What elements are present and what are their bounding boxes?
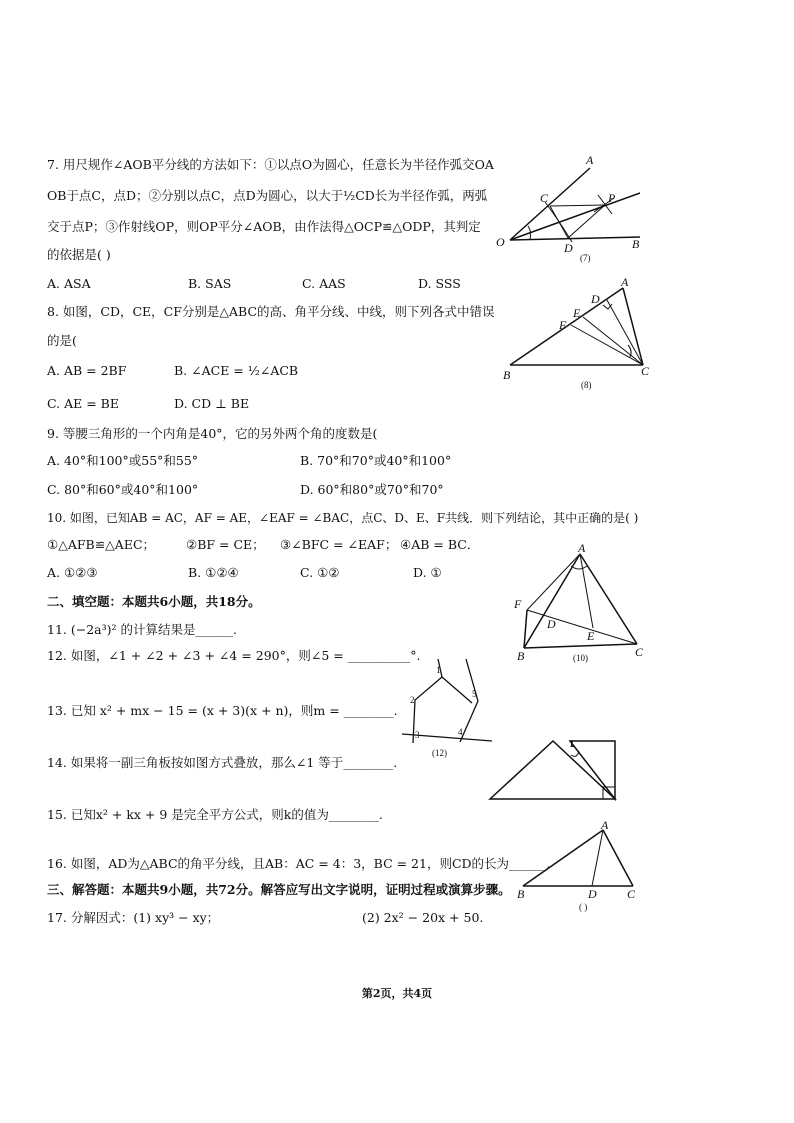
q9-option-d: D. 60°和80°或70°和70° [300, 482, 444, 497]
q7-label-o: O [496, 235, 505, 249]
q10-option-d: D. ① [413, 565, 442, 580]
q8-label-b: B [503, 368, 511, 382]
q16-figure [515, 820, 640, 915]
q11-text: 11. (−2a³)² 的计算结果是______. [47, 622, 237, 637]
q7-option-b: B. SAS [188, 276, 232, 291]
q9-option-b: B. 70°和70°或40°和100° [300, 453, 452, 468]
q16-caption: ( ) [579, 902, 588, 912]
q8-label-c: C [641, 364, 650, 378]
q16-label-c: C [627, 887, 636, 901]
q7-option-a: A. ASA [47, 276, 91, 291]
q14-label-1: 1 [569, 738, 575, 750]
q12-label-5: 5 [472, 689, 477, 699]
q7-caption: (7) [580, 253, 591, 263]
q8-label-f: F [559, 318, 567, 332]
q12-label-2: 2 [410, 695, 415, 705]
q8-line1: 8. 如图，CD，CE，CF分别是△ABC的高、角平分线、中线，则下列各式中错误 [47, 304, 495, 319]
q10-option-c: C. ①② [300, 565, 340, 580]
q15-text: 15. 已知x² + kx + 9 是完全平方公式，则k的值为________. [47, 807, 383, 822]
q9-option-c: C. 80°和60°或40°和100° [47, 482, 199, 497]
q8-line2: 的是( [47, 333, 77, 348]
q10-label-d: D [547, 617, 556, 631]
q8-option-c: C. AE = BE [47, 396, 119, 411]
q12-figure [400, 655, 495, 760]
q16-label-a: A [601, 818, 609, 832]
q17-part1: 17. 分解因式：(1) xy³ − xy； [47, 910, 220, 925]
q7-label-d: D [564, 241, 573, 255]
section-2-heading: 二、填空题：本题共6小题，共18分。 [47, 594, 261, 609]
q14-figure [485, 735, 625, 805]
section-3-heading: 三、解答题：本题共9小题，共72分。解答应写出文字说明，证明过程或演算步骤。 [47, 882, 511, 897]
q7-label-a: A [586, 153, 594, 167]
q12-caption: (12) [432, 748, 447, 758]
q7-option-c: C. AAS [302, 276, 346, 291]
q16-text: 16. 如图，AD为△ABC的角平分线，且AB：AC = 4：3，BC = 21，则CD的长为______. [47, 856, 551, 871]
q12-label-3: 3 [415, 730, 420, 740]
q10-label-a: A [578, 541, 586, 555]
q7-figure [490, 150, 650, 265]
q7-line1: 7. 用尺规作∠AOB平分线的方法如下：①以点O为圆心，任意长为半径作弧交OA [47, 157, 494, 172]
q10-line1: 10. 如图，已知AB = AC，AF = AE，∠EAF = ∠BAC，点C、D、E、F共线．则下列结论，其中正确的是( ) [47, 511, 639, 525]
q7-line3: 交于点P；③作射线OP，则OP平分∠AOB，由作法得△OCP≌△ODP，其判定 [47, 219, 481, 234]
q8-label-e: E [573, 306, 581, 320]
q10-option-a: A. ①②③ [47, 565, 98, 580]
q9-line1: 9. 等腰三角形的一个内角是40°，它的另外两个角的度数是( [47, 426, 378, 441]
q12-label-4: 4 [458, 727, 463, 737]
q10-figure [505, 540, 655, 665]
q10-conclusion-4: ④AB = BC． [400, 537, 480, 552]
q10-option-b: B. ①②④ [188, 565, 239, 580]
q13-text: 13. 已知 x² + mx − 15 = (x + 3)(x + n)，则m = ________. [47, 703, 398, 718]
q10-label-b: B [517, 649, 525, 663]
q7-label-b: B [632, 237, 640, 251]
q14-text: 14. 如果将一副三角板按如图方式叠放，那么∠1 等于________. [47, 755, 398, 770]
q8-option-a: A. AB = 2BF [47, 363, 127, 378]
q8-figure [495, 275, 660, 390]
q10-label-f: F [514, 597, 522, 611]
q12-text: 12. 如图，∠1 + ∠2 + ∠3 + ∠4 = 290°，则∠5 = __________°. [47, 648, 421, 663]
q10-label-e: E [587, 629, 595, 643]
q8-option-d: D. CD ⊥ BE [174, 396, 250, 411]
q10-label-c: C [635, 645, 644, 659]
q8-option-b: B. ∠ACE = ½∠ACB [174, 363, 299, 378]
q7-line2: OB于点C，点D；②分别以点C，点D为圆心，以大于½CD长为半径作弧，两弧 [47, 188, 488, 203]
q10-conclusion-1: ①△AFB≌△AEC； [47, 537, 156, 552]
q12-label-1: 1 [436, 665, 441, 675]
q9-option-a: A. 40°和100°或55°和55° [47, 453, 199, 468]
q8-caption: (8) [581, 380, 592, 390]
q7-line4: 的依据是( ) [47, 247, 111, 262]
q7-option-d: D. SSS [418, 276, 461, 291]
q10-caption: (10) [573, 653, 588, 663]
q7-label-p: P [608, 191, 616, 205]
q8-label-a: A [621, 275, 629, 289]
q7-label-c: C [540, 191, 549, 205]
q16-label-d: D [588, 887, 597, 901]
q16-label-b: B [517, 887, 525, 901]
q17-part2: (2) 2x² − 20x + 50. [362, 910, 484, 925]
q8-label-d: D [591, 292, 600, 306]
q10-conclusion-2: ②BF = CE； [186, 537, 265, 552]
q10-conclusion-3: ③∠BFC = ∠EAF； [280, 537, 398, 552]
page-footer: 第2页，共4页 [361, 987, 433, 1000]
